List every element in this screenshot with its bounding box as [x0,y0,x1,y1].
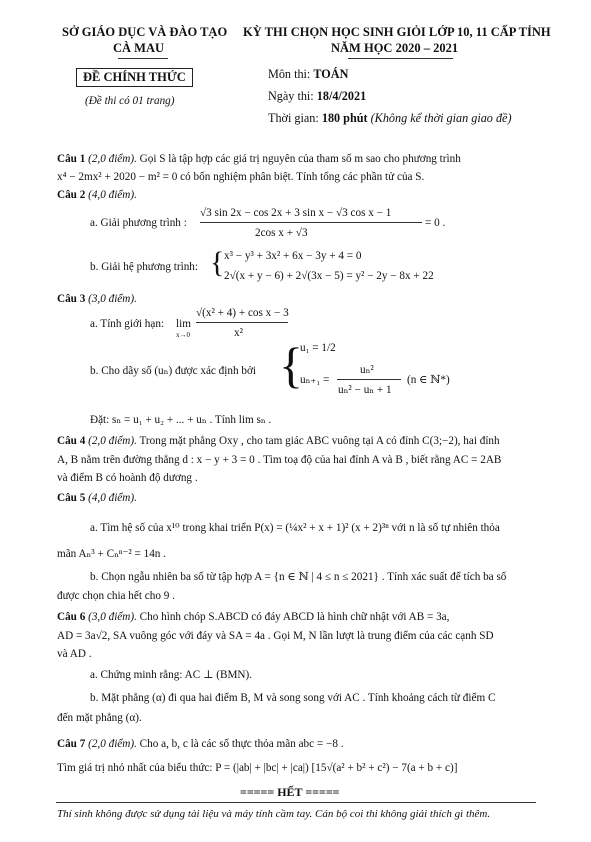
q4-label: Câu 4 [57,435,86,447]
q1-line1 [57,151,461,167]
q7-line1 [57,736,344,752]
q2-label: Câu 2 [57,189,86,201]
q1-line2: x⁴ − 2mx² + 2020 − m² = 0 có bốn nghiệm phân biệt. Tính tổng các phần tử của S. [57,171,425,183]
q6b-line1: b. Mặt phẳng (α) đi qua hai điểm B, M và song song với AC . Tính khoảng cách từ điểm C [90,692,496,704]
q3-label: Câu 3 [57,293,86,305]
q6-line1 [57,609,449,625]
q3b-brace: { [279,337,303,393]
q5-header [57,490,137,506]
q3a-lim: lim [176,318,191,330]
q5-points: (4,0 điểm). [85,492,137,504]
subject-line [268,66,348,82]
q3a-label: a. Tính giới hạn: [90,318,165,330]
q3b-u1: u₁ = 1/2 [300,342,336,354]
time-value: 180 phút [321,111,368,125]
q4-line3: và điểm B có hoành độ dương . [57,472,198,484]
q5b-line1: b. Chọn ngẫu nhiên ba số từ tập hợp A = {n ∈ ℕ | 4 ≤ n ≤ 2021} . Tính xác suất để tích ba số [90,571,507,583]
q2-points: (4,0 điểm). [85,189,137,201]
date-line [268,88,366,104]
department-name: SỞ GIÁO DỤC VÀ ĐÀO TẠO [62,25,228,39]
end-mark: ===== HẾT ===== [240,785,340,799]
q6-line2: AD = 3a√2, SA vuông góc với đáy và SA = 4a . Gọi M, N lần lượt là trung điểm của các cạnh SD [57,630,494,642]
q7-label: Câu 7 [57,738,86,750]
q2b-label: b. Giải hệ phương trình: [90,261,198,273]
q3b-rec-num: uₙ² [360,364,374,376]
q3b-rec-den: uₙ² − uₙ + 1 [338,384,392,396]
department-province: CÀ MAU [113,41,165,55]
time-line [268,110,512,126]
q4-line2: A, B nằm trên đường thẳng d : x − y + 3 = 0 . Tìm toạ độ của hai đỉnh A và B , biết rằng AC = 2AB [57,454,502,466]
q2-header [57,187,137,203]
q2a-numerator: √3 sin 2x − cos 2x + 3 sin x − √3 cos x − 1 [200,207,392,219]
q3b-fraction-bar [337,379,401,380]
q4-line1 [57,433,500,449]
q5a-line1: a. Tìm hệ số của x¹⁰ trong khai triển P(x) = (¼x² + x + 1)² (x + 2)³ⁿ với n là số tự nhiên thỏa [90,522,500,534]
q3b-label: b. Cho dãy số (uₙ) được xác định bởi [90,365,256,377]
q6a: a. Chứng minh rằng: AC ⊥ (BMN). [90,669,253,681]
q6-line3: và AD . [57,648,92,660]
school-year: NĂM HỌC 2020 – 2021 [331,41,459,55]
q4-points: (2,0 điểm). [85,435,137,447]
q3b-task: Đặt: sₙ = u₁ + u₂ + ... + uₙ . Tính lim sₙ . [90,414,272,426]
q3a-fraction-bar [196,322,288,323]
date-label: Ngày thi: [268,89,317,103]
q2a-label: a. Giải phương trình : [90,217,187,229]
q6-text: Cho hình chóp S.ABCD có đáy ABCD là hình chữ nhật với AB = 3a, [139,611,450,623]
q3-points: (3,0 điểm). [85,293,137,305]
q3b-condition: (n ∈ ℕ*) [407,374,450,386]
q1-label: Câu 1 [57,153,86,165]
q4-text: Trong mặt phẳng Oxy , cho tam giác ABC vuông tại A có đỉnh C(3;−2), hai đỉnh [139,435,500,447]
q3a-numerator: √(x² + 4) + cos x − 3 [196,307,289,319]
q5b-line2: được chọn chia hết cho 9 . [57,590,175,602]
time-label: Thời gian: [268,111,322,125]
q7-text: Cho a, b, c là các số thực thỏa mãn abc = −8 . [139,738,344,750]
time-note: (Không kể thời gian giao đề) [367,111,512,125]
official-label: ĐỀ CHÍNH THỨC [76,68,193,87]
date-value: 18/4/2021 [316,89,367,103]
q6b-line2: đến mặt phẳng (α). [57,712,142,724]
q2a-denominator: 2cos x + √3 [255,227,308,239]
q3a-lim-sub: x→0 [176,331,190,339]
q2a-fraction-bar [200,222,422,223]
q5-label: Câu 5 [57,492,86,504]
q3a-denominator: x² [234,327,243,339]
footer-note: Thí sinh không được sử dụng tài liệu và máy tính cầm tay. Cán bộ coi thi không giải thích gì thêm. [57,808,491,820]
q7-points: (2,0 điểm). [85,738,137,750]
header-divider-right [348,58,453,59]
subject-label: Môn thi: [268,67,314,81]
footer-divider [56,802,536,803]
subject-value: TOÁN [313,67,349,81]
header-divider-left [118,58,168,59]
q3-header [57,291,137,307]
q1-text: Gọi S là tập hợp các giá trị nguyên của tham số m sao cho phương trình [139,153,461,165]
q7-line2: Tìm giá trị nhỏ nhất của biểu thức: P = (|ab| + |bc| + |ca|) [15√(a² + b² + c²) − 7(a + b + c)] [57,762,458,774]
q3b-rec-lhs: uₙ₊₁ = [300,374,330,386]
q2a-rhs: = 0 . [425,217,446,229]
q2b-eq1: x³ − y³ + 3x² + 6x − 3y + 4 = 0 [224,250,362,262]
exam-title: KỲ THI CHỌN HỌC SINH GIỎI LỚP 10, 11 CẤP TỈNH [243,25,551,39]
q1-points: (2,0 điểm). [85,153,137,165]
q2b-brace: { [210,246,225,279]
q2b-eq2: 2√(x + y − 6) + 2√(3x − 5) = y² − 2y − 8x + 22 [224,270,434,282]
page-note: (Đề thi có 01 trang) [85,95,175,107]
q6-label: Câu 6 [57,611,86,623]
q5a-line2: mãn Aₙ³ + Cₙⁿ⁻² = 14n . [57,548,166,560]
q6-points: (3,0 điểm). [85,611,137,623]
